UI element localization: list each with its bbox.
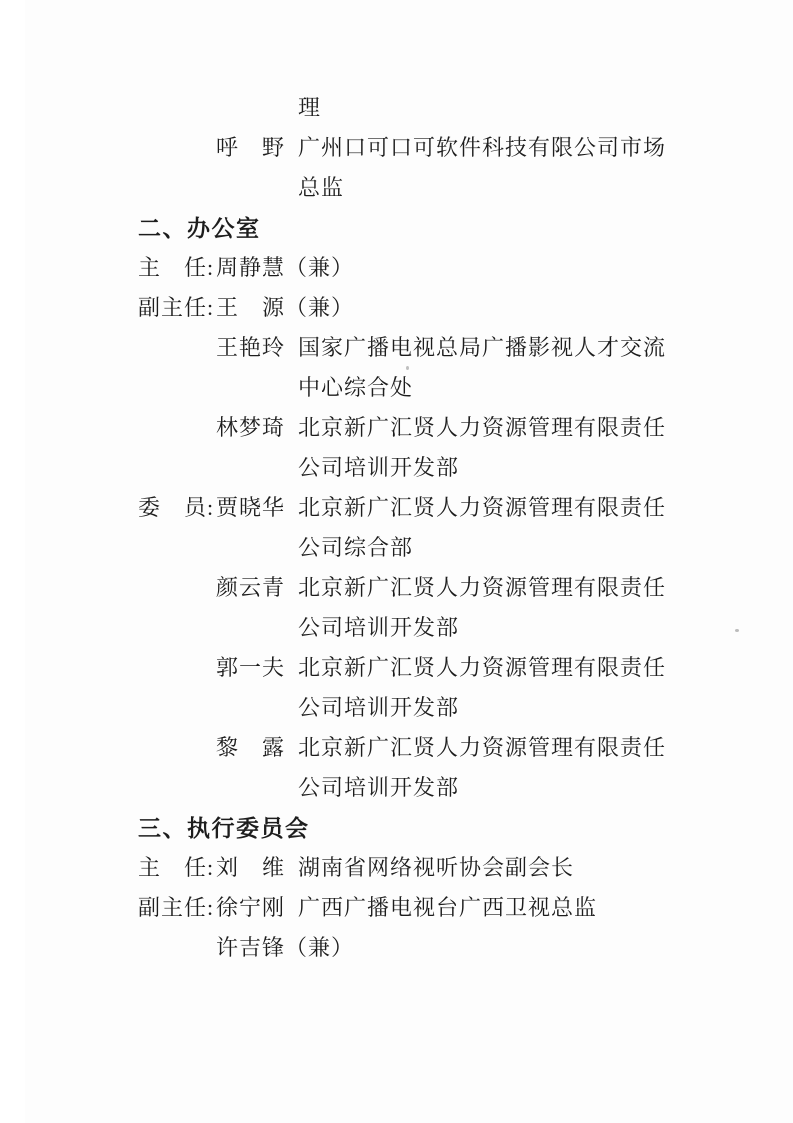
role-label: 主 任: bbox=[138, 254, 215, 280]
affiliation: 公司综合部 bbox=[298, 534, 414, 560]
roster-line bbox=[138, 686, 738, 726]
affiliation: 广西广播电视台广西卫视总监 bbox=[298, 894, 598, 920]
roster-line bbox=[138, 766, 738, 806]
member-name: 呼 野 bbox=[216, 134, 286, 160]
roster-line bbox=[138, 726, 738, 766]
role-label: 副主任: bbox=[138, 894, 215, 920]
roster-line bbox=[138, 566, 738, 606]
roster-line bbox=[138, 326, 738, 366]
roster-line bbox=[138, 846, 738, 886]
affiliation: 北京新广汇贤人力资源管理有限责任 bbox=[298, 574, 667, 600]
roster-line bbox=[138, 126, 738, 166]
affiliation: 国家广播电视总局广播影视人才交流 bbox=[298, 334, 667, 360]
affiliation: 公司培训开发部 bbox=[298, 774, 460, 800]
roster-line bbox=[138, 366, 738, 406]
roster-line bbox=[138, 246, 738, 286]
member-name: 刘 维 bbox=[216, 854, 286, 880]
affiliation: 北京新广汇贤人力资源管理有限责任 bbox=[298, 494, 667, 520]
member-name: 黎 露 bbox=[216, 734, 286, 760]
affiliation: 公司培训开发部 bbox=[298, 454, 460, 480]
affiliation: 广州口可口可软件科技有限公司市场 bbox=[298, 134, 667, 160]
scan-speck bbox=[406, 366, 409, 370]
affiliation: 北京新广汇贤人力资源管理有限责任 bbox=[298, 654, 667, 680]
role-label: 委 员: bbox=[138, 494, 215, 520]
section-heading-row bbox=[138, 806, 738, 846]
roster-line bbox=[138, 926, 738, 966]
section-heading: 三、执行委员会 bbox=[138, 815, 310, 841]
member-name: 王艳玲 bbox=[216, 334, 286, 360]
section-heading-row bbox=[138, 206, 738, 246]
role-label: 副主任: bbox=[138, 294, 215, 320]
roster-line bbox=[138, 886, 738, 926]
roster-line bbox=[138, 486, 738, 526]
roster-line bbox=[138, 526, 738, 566]
roster-line bbox=[138, 286, 738, 326]
scan-page-edge bbox=[0, 0, 25, 1123]
roster-line bbox=[138, 646, 738, 686]
affiliation: 总监 bbox=[298, 174, 345, 200]
roster-line bbox=[138, 86, 738, 126]
member-name: 颜云青 bbox=[216, 574, 286, 600]
member-name: 徐宁刚 bbox=[216, 894, 286, 920]
member-name: 林梦琦 bbox=[216, 414, 286, 440]
section-heading: 二、办公室 bbox=[138, 215, 261, 241]
member-name: 贾晓华 bbox=[216, 494, 286, 520]
roster-line bbox=[138, 406, 738, 446]
member-name: 许吉锋（兼） bbox=[216, 934, 355, 960]
roster-line bbox=[138, 446, 738, 486]
affiliation: 北京新广汇贤人力资源管理有限责任 bbox=[298, 734, 667, 760]
member-name: 王 源（兼） bbox=[216, 294, 355, 320]
roster-content bbox=[138, 86, 738, 966]
role-label: 主 任: bbox=[138, 854, 215, 880]
affiliation: 理 bbox=[298, 94, 322, 120]
scan-speck bbox=[735, 629, 739, 632]
affiliation: 公司培训开发部 bbox=[298, 694, 460, 720]
member-name: 周静慧（兼） bbox=[216, 254, 355, 280]
affiliation: 湖南省网络视听协会副会长 bbox=[298, 854, 575, 880]
affiliation: 公司培训开发部 bbox=[298, 614, 460, 640]
member-name: 郭一夫 bbox=[216, 654, 286, 680]
affiliation: 中心综合处 bbox=[298, 374, 414, 400]
roster-line bbox=[138, 166, 738, 206]
affiliation: 北京新广汇贤人力资源管理有限责任 bbox=[298, 414, 667, 440]
roster-line bbox=[138, 606, 738, 646]
